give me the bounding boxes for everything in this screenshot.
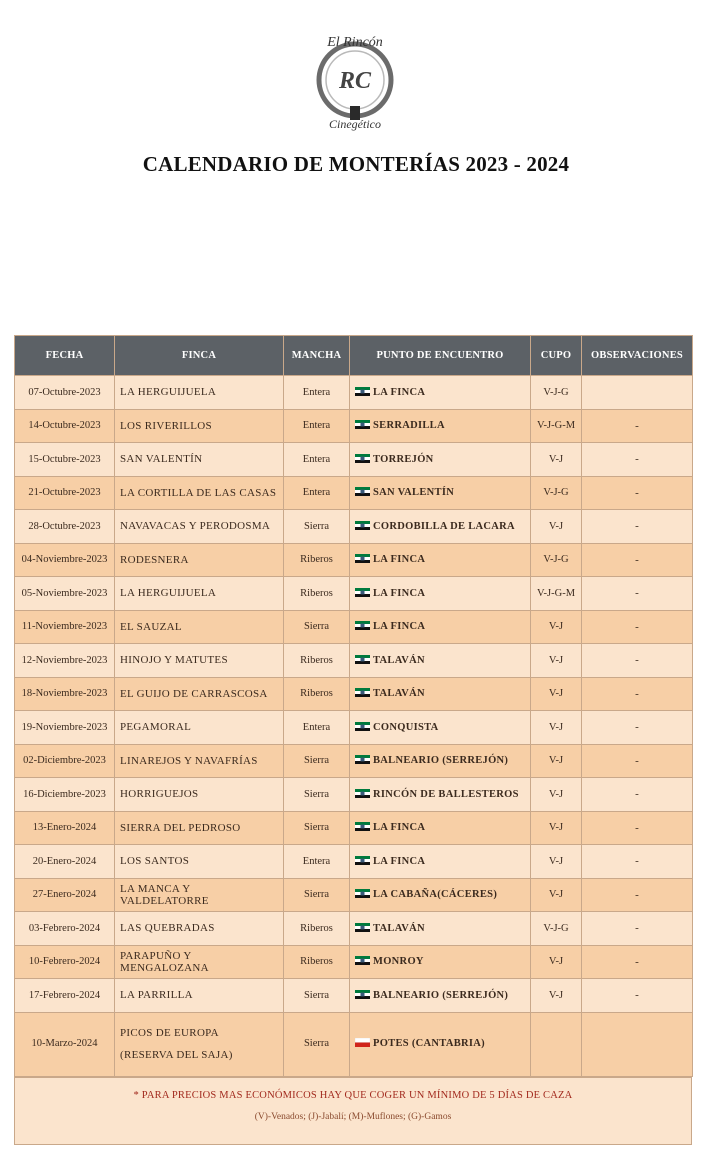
cell-observaciones: - bbox=[582, 711, 693, 745]
cell-mancha: Entera bbox=[284, 443, 350, 477]
cell-finca: HORRIGUEJOS bbox=[115, 778, 284, 812]
extremadura-flag-icon bbox=[355, 889, 370, 898]
page-title: CALENDARIO DE MONTERÍAS 2023 - 2024 bbox=[142, 152, 570, 176]
cell-cupo: V-J bbox=[531, 510, 582, 544]
cell-fecha: 11-Noviembre-2023 bbox=[15, 610, 115, 644]
cell-observaciones bbox=[582, 376, 693, 410]
cell-finca: LOS SANTOS bbox=[115, 845, 284, 879]
cell-punto-label: BALNEARIO (SERREJÓN) bbox=[373, 755, 509, 767]
logo bbox=[300, 28, 410, 132]
cell-mancha: Sierra bbox=[284, 1012, 350, 1076]
cell-cupo: V-J bbox=[531, 711, 582, 745]
cell-cupo: V-J-G bbox=[531, 476, 582, 510]
cell-fecha: 27-Enero-2024 bbox=[15, 878, 115, 912]
cell-punto-label: LA FINCA bbox=[373, 621, 426, 633]
cell-punto-label: TORREJÓN bbox=[373, 453, 434, 465]
cell-fecha: 21-Octubre-2023 bbox=[15, 476, 115, 510]
cell-punto bbox=[350, 543, 531, 577]
cell-fecha: 04-Noviembre-2023 bbox=[15, 543, 115, 577]
table-row bbox=[15, 644, 693, 678]
cell-fecha: 02-Diciembre-2023 bbox=[15, 744, 115, 778]
cell-observaciones: - bbox=[582, 443, 693, 477]
cell-finca: LA CORTILLA DE LAS CASAS bbox=[115, 476, 284, 510]
table-row bbox=[15, 778, 693, 812]
extremadura-flag-icon bbox=[355, 990, 370, 999]
table-row-last bbox=[15, 1012, 693, 1076]
cell-finca: PEGAMORAL bbox=[115, 711, 284, 745]
cell-fecha: 17-Febrero-2024 bbox=[15, 979, 115, 1013]
cell-punto-label: SERRADILLA bbox=[373, 420, 445, 432]
cell-punto-label: TALAVÁN bbox=[373, 688, 425, 700]
extremadura-flag-icon bbox=[355, 956, 370, 965]
cell-observaciones: - bbox=[582, 744, 693, 778]
cell-punto-label: TALAVÁN bbox=[373, 922, 425, 934]
cell-fecha: 28-Octubre-2023 bbox=[15, 510, 115, 544]
logo-monogram: RC bbox=[338, 68, 372, 94]
calendar-table bbox=[14, 335, 693, 1077]
cell-cupo: V-J-G-M bbox=[531, 577, 582, 611]
column-header-mancha: MANCHA bbox=[284, 336, 350, 376]
cell-observaciones: - bbox=[582, 845, 693, 879]
table-row bbox=[15, 577, 693, 611]
cell-punto bbox=[350, 711, 531, 745]
column-header-fecha: FECHA bbox=[15, 336, 115, 376]
cell-finca: EL GUIJO DE CARRASCOSA bbox=[115, 677, 284, 711]
cell-cupo: V-J bbox=[531, 677, 582, 711]
table-row bbox=[15, 443, 693, 477]
cell-punto-label: LA FINCA bbox=[373, 386, 426, 398]
cell-finca: PARAPUÑO Y MENGALOZANA bbox=[115, 945, 284, 979]
column-header-cupo: CUPO bbox=[531, 336, 582, 376]
cell-mancha: Sierra bbox=[284, 878, 350, 912]
extremadura-flag-icon bbox=[355, 521, 370, 530]
table-row bbox=[15, 945, 693, 979]
cell-punto-label: MONROY bbox=[373, 956, 424, 968]
table-header-row bbox=[15, 336, 693, 376]
cell-cupo: V-J-G bbox=[531, 376, 582, 410]
table-row bbox=[15, 543, 693, 577]
calendar-table-wrapper bbox=[14, 335, 692, 1077]
cell-finca: NAVAVACAS Y PERODOSMA bbox=[115, 510, 284, 544]
cell-fecha: 20-Enero-2024 bbox=[15, 845, 115, 879]
extremadura-flag-icon bbox=[355, 621, 370, 630]
cell-punto-label: LA FINCA bbox=[373, 855, 426, 867]
cell-mancha: Riberos bbox=[284, 912, 350, 946]
cell-punto-label: CONQUISTA bbox=[373, 721, 439, 733]
cell-cupo: V-J-G-M bbox=[531, 409, 582, 443]
cell-mancha: Riberos bbox=[284, 577, 350, 611]
pricing-note: * PARA PRECIOS MAS ECONÓMICOS HAY QUE COGER UN MÍNIMO DE 5 DÍAS DE CAZA bbox=[133, 1090, 573, 1101]
cell-punto-label: RINCÓN DE BALLESTEROS bbox=[373, 788, 519, 800]
cell-cupo: V-J bbox=[531, 644, 582, 678]
cell-fecha: 07-Octubre-2023 bbox=[15, 376, 115, 410]
cell-punto-label: LA FINCA bbox=[373, 554, 426, 566]
cell-punto bbox=[350, 1012, 531, 1076]
cell-punto-label: CORDOBILLA DE LACARA bbox=[373, 520, 515, 532]
cell-mancha: Entera bbox=[284, 409, 350, 443]
cell-mancha: Riberos bbox=[284, 543, 350, 577]
cell-mancha: Entera bbox=[284, 476, 350, 510]
cell-cupo: V-J bbox=[531, 811, 582, 845]
cell-mancha: Sierra bbox=[284, 510, 350, 544]
cell-mancha: Sierra bbox=[284, 979, 350, 1013]
table-row bbox=[15, 845, 693, 879]
cell-punto bbox=[350, 510, 531, 544]
cell-mancha: Entera bbox=[284, 845, 350, 879]
cell-observaciones bbox=[582, 1012, 693, 1076]
cell-punto-label: POTES (CANTABRIA) bbox=[373, 1038, 485, 1049]
cell-punto bbox=[350, 912, 531, 946]
cell-cupo: V-J bbox=[531, 610, 582, 644]
cell-punto bbox=[350, 945, 531, 979]
cell-punto-label: SAN VALENTÍN bbox=[373, 487, 455, 499]
logo-bottom-text: Cinegético bbox=[329, 117, 381, 131]
cell-fecha: 03-Febrero-2024 bbox=[15, 912, 115, 946]
column-header-observaciones: OBSERVACIONES bbox=[582, 336, 693, 376]
cell-punto bbox=[350, 409, 531, 443]
cell-observaciones: - bbox=[582, 409, 693, 443]
cell-fecha: 19-Noviembre-2023 bbox=[15, 711, 115, 745]
cell-finca: LA PARRILLA bbox=[115, 979, 284, 1013]
column-header-finca: FINCA bbox=[115, 336, 284, 376]
cell-punto bbox=[350, 644, 531, 678]
cell-mancha: Sierra bbox=[284, 778, 350, 812]
cell-finca: LA HERGUIJUELA bbox=[115, 577, 284, 611]
cell-punto bbox=[350, 677, 531, 711]
extremadura-flag-icon bbox=[355, 822, 370, 831]
cell-mancha: Entera bbox=[284, 376, 350, 410]
cell-punto bbox=[350, 577, 531, 611]
cell-observaciones: - bbox=[582, 510, 693, 544]
cell-observaciones: - bbox=[582, 979, 693, 1013]
cell-cupo bbox=[531, 1012, 582, 1076]
cell-punto bbox=[350, 610, 531, 644]
extremadura-flag-icon bbox=[355, 487, 370, 496]
cell-punto bbox=[350, 979, 531, 1013]
cell-observaciones: - bbox=[582, 476, 693, 510]
cell-finca: LAS QUEBRADAS bbox=[115, 912, 284, 946]
cell-mancha: Sierra bbox=[284, 811, 350, 845]
table-row bbox=[15, 811, 693, 845]
cell-finca: RODESNERA bbox=[115, 543, 284, 577]
cell-finca-line1: PICOS DE EUROPA bbox=[120, 1027, 219, 1039]
cell-fecha: 10-Febrero-2024 bbox=[15, 945, 115, 979]
cell-observaciones: - bbox=[582, 543, 693, 577]
table-row bbox=[15, 677, 693, 711]
cell-finca-line2: (RESERVA DEL SAJA) bbox=[120, 1049, 233, 1061]
cell-punto bbox=[350, 845, 531, 879]
cell-cupo: V-J bbox=[531, 778, 582, 812]
table-row bbox=[15, 711, 693, 745]
cell-cupo: V-J bbox=[531, 744, 582, 778]
cell-mancha: Riberos bbox=[284, 644, 350, 678]
cell-mancha: Sierra bbox=[284, 744, 350, 778]
extremadura-flag-icon bbox=[355, 722, 370, 731]
cell-finca: LA MANCA Y VALDELATORRE bbox=[115, 878, 284, 912]
cell-observaciones: - bbox=[582, 912, 693, 946]
cell-finca: EL SAUZAL bbox=[115, 610, 284, 644]
cell-cupo: V-J bbox=[531, 945, 582, 979]
cell-observaciones: - bbox=[582, 945, 693, 979]
cell-punto-label: BALNEARIO (SERREJÓN) bbox=[373, 989, 509, 1001]
table-body bbox=[15, 376, 693, 1077]
column-header-punto: PUNTO DE ENCUENTRO bbox=[350, 336, 531, 376]
cell-fecha: 13-Enero-2024 bbox=[15, 811, 115, 845]
cell-fecha: 16-Diciembre-2023 bbox=[15, 778, 115, 812]
cell-observaciones: - bbox=[582, 677, 693, 711]
extremadura-flag-icon bbox=[355, 923, 370, 932]
cell-mancha: Riberos bbox=[284, 677, 350, 711]
table-row bbox=[15, 912, 693, 946]
cell-finca: SAN VALENTÍN bbox=[115, 443, 284, 477]
cell-cupo: V-J bbox=[531, 979, 582, 1013]
table-row bbox=[15, 376, 693, 410]
cell-fecha: 18-Noviembre-2023 bbox=[15, 677, 115, 711]
table-row bbox=[15, 476, 693, 510]
cantabria-flag-icon bbox=[355, 1038, 370, 1047]
cell-finca: LOS RIVERILLOS bbox=[115, 409, 284, 443]
extremadura-flag-icon bbox=[355, 588, 370, 597]
cell-punto bbox=[350, 778, 531, 812]
cell-finca bbox=[115, 1012, 284, 1076]
cell-mancha: Entera bbox=[284, 711, 350, 745]
cell-punto-label: LA CABAÑA(CÁCERES) bbox=[373, 889, 498, 901]
cell-punto-label: LA FINCA bbox=[373, 587, 426, 599]
cell-fecha: 12-Noviembre-2023 bbox=[15, 644, 115, 678]
extremadura-flag-icon bbox=[355, 387, 370, 396]
cell-punto bbox=[350, 744, 531, 778]
cell-observaciones: - bbox=[582, 577, 693, 611]
cell-cupo: V-J-G bbox=[531, 912, 582, 946]
cell-punto bbox=[350, 376, 531, 410]
table-row bbox=[15, 878, 693, 912]
cell-punto-label: TALAVÁN bbox=[373, 654, 425, 666]
extremadura-flag-icon bbox=[355, 420, 370, 429]
table-row bbox=[15, 409, 693, 443]
table-row bbox=[15, 979, 693, 1013]
cell-punto bbox=[350, 878, 531, 912]
extremadura-flag-icon bbox=[355, 755, 370, 764]
cell-observaciones: - bbox=[582, 878, 693, 912]
table-row bbox=[15, 744, 693, 778]
cell-fecha: 15-Octubre-2023 bbox=[15, 443, 115, 477]
cell-cupo: V-J bbox=[531, 845, 582, 879]
extremadura-flag-icon bbox=[355, 454, 370, 463]
cell-cupo: V-J bbox=[531, 878, 582, 912]
extremadura-flag-icon bbox=[355, 554, 370, 563]
logo-top-text: El Rincón bbox=[327, 35, 383, 50]
cell-punto bbox=[350, 811, 531, 845]
cell-cupo: V-J-G bbox=[531, 543, 582, 577]
cell-punto-label: LA FINCA bbox=[373, 822, 426, 834]
extremadura-flag-icon bbox=[355, 856, 370, 865]
cell-fecha: 10-Marzo-2024 bbox=[15, 1012, 115, 1076]
cell-punto bbox=[350, 443, 531, 477]
cell-cupo: V-J bbox=[531, 443, 582, 477]
cell-observaciones: - bbox=[582, 644, 693, 678]
cell-finca: LINAREJOS Y NAVAFRÍAS bbox=[115, 744, 284, 778]
cell-mancha: Riberos bbox=[284, 945, 350, 979]
extremadura-flag-icon bbox=[355, 789, 370, 798]
cell-finca: HINOJO Y MATUTES bbox=[115, 644, 284, 678]
cell-finca: LA HERGUIJUELA bbox=[115, 376, 284, 410]
extremadura-flag-icon bbox=[355, 688, 370, 697]
table-row bbox=[15, 610, 693, 644]
cell-fecha: 05-Noviembre-2023 bbox=[15, 577, 115, 611]
cell-mancha: Sierra bbox=[284, 610, 350, 644]
species-legend: (V)-Venados; (J)-Jabalí; (M)-Muflones; (G)-Gamos bbox=[254, 1112, 452, 1122]
cell-fecha: 14-Octubre-2023 bbox=[15, 409, 115, 443]
table-row bbox=[15, 510, 693, 544]
cell-observaciones: - bbox=[582, 610, 693, 644]
extremadura-flag-icon bbox=[355, 655, 370, 664]
logo-emblem bbox=[300, 28, 410, 132]
footer-notes bbox=[14, 1077, 692, 1145]
cell-observaciones: - bbox=[582, 811, 693, 845]
cell-finca: SIERRA DEL PEDROSO bbox=[115, 811, 284, 845]
cell-punto bbox=[350, 476, 531, 510]
cell-observaciones: - bbox=[582, 778, 693, 812]
